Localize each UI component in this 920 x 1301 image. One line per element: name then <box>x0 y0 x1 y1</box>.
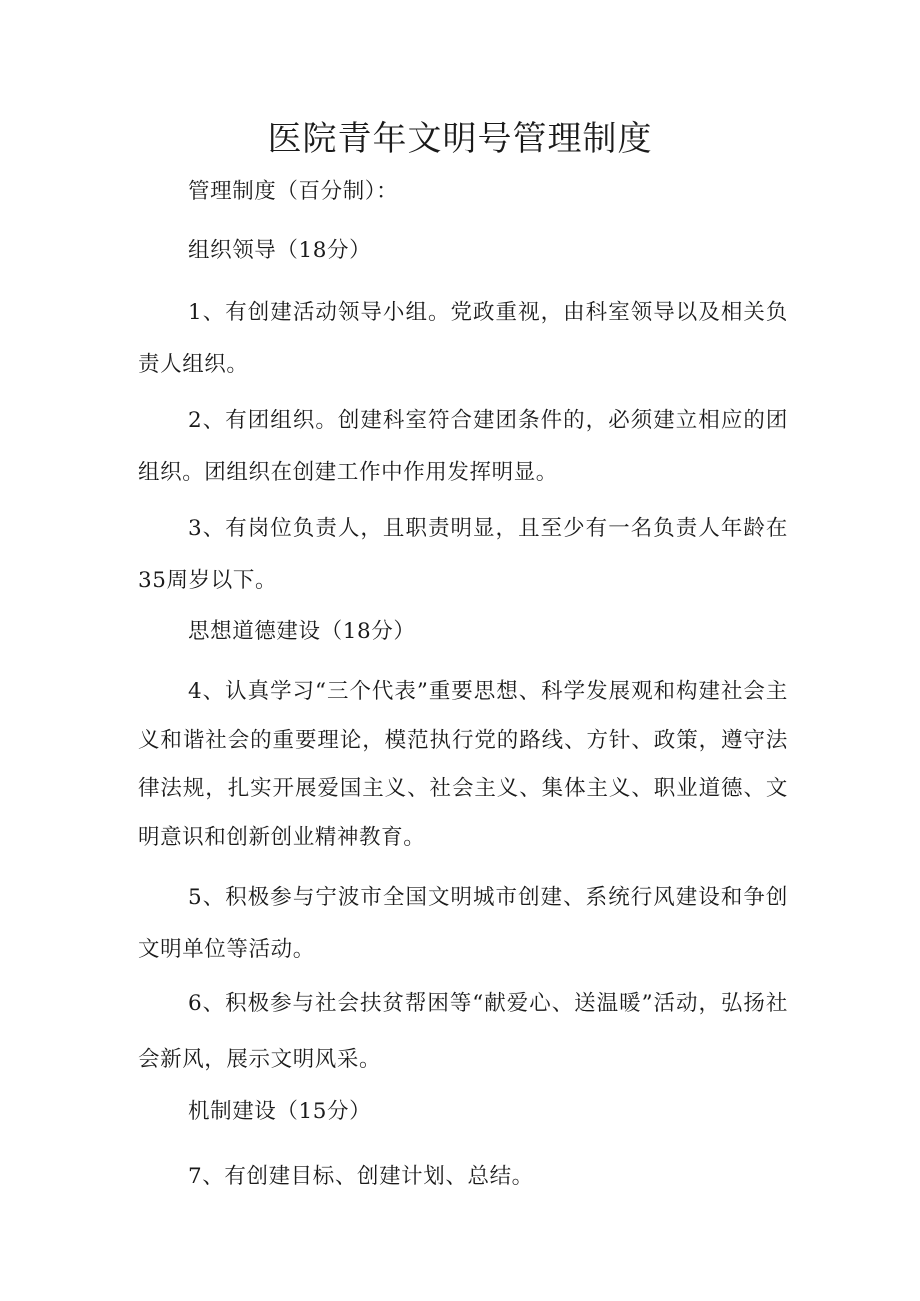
document-title: 医院青年文明号管理制度 <box>267 119 653 159</box>
paragraph-item-6: 6、积极参与社会扶贫帮困等“献爱心、送温暖”活动，弘扬社会新风，展示文明风采。 <box>138 991 788 1072</box>
paragraph-item-4: 4、认真学习“三个代表”重要思想、科学发展观和构建社会主义和谐社会的重要理论，模范执行党的路线、方针、政策，遵守法律法规，扎实开展爱国主义、社会主义、集体主义、职业道德、文明意识和创新创业精神教育。 <box>138 679 788 850</box>
section-heading-mechanism: 机制建设（15分） <box>188 1099 372 1124</box>
paragraph-item-1: 1、有创建活动领导小组。党政重视，由科室领导以及相关负责人组织。 <box>138 300 788 377</box>
paragraph-item-5: 5、积极参与宁波市全国文明城市创建、系统行风建设和争创文明单位等活动。 <box>138 885 788 962</box>
section-heading-ideology: 思想道德建设（18分） <box>188 619 416 644</box>
paragraph-item-2: 2、有团组织。创建科室符合建团条件的，必须建立相应的团组织。团组织在创建工作中作用发挥明显。 <box>138 408 788 485</box>
paragraph-item-3: 3、有岗位负责人，且职责明显，且至少有一名负责人年龄在35周岁以下。 <box>138 516 788 593</box>
paragraph-scoring-system: 管理制度（百分制）： <box>188 179 399 204</box>
paragraph-item-7: 7、有创建目标、创建计划、总结。 <box>188 1164 534 1189</box>
section-heading-organization: 组织领导（18分） <box>188 238 372 263</box>
